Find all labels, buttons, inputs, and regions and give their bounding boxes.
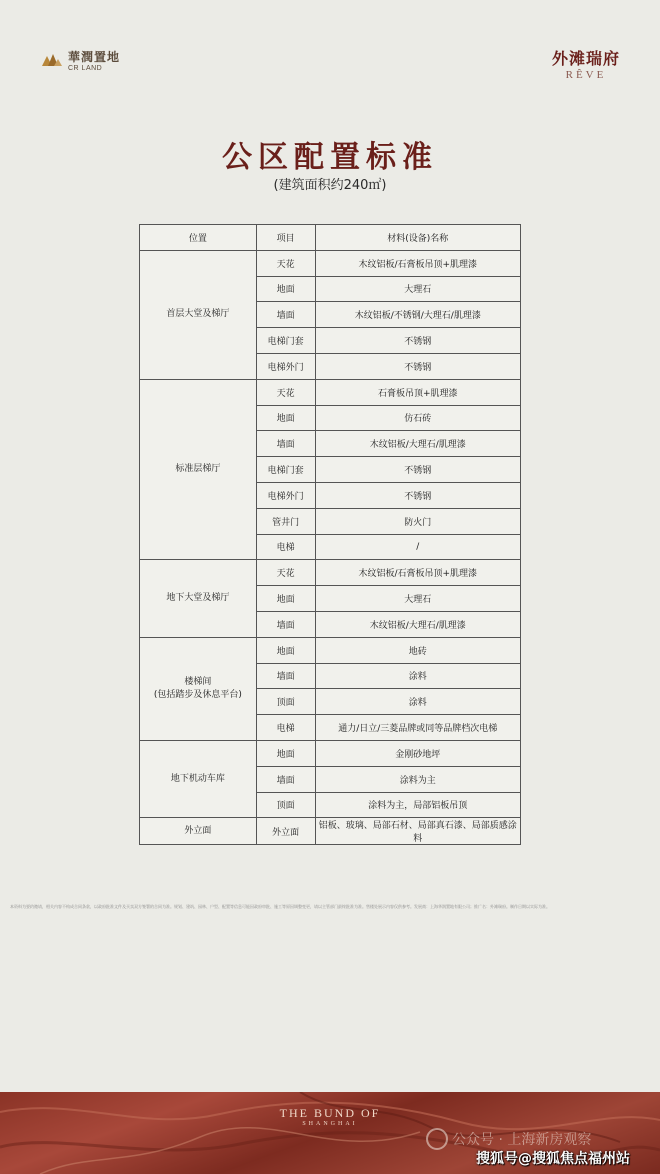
item-cell: 天花	[256, 379, 315, 405]
location-cell: 首层大堂及梯厅	[140, 250, 257, 379]
page-title: 公区配置标准	[222, 140, 438, 175]
item-cell: 地面	[256, 405, 315, 431]
material-cell: 木纹铝板/大理石/肌理漆	[315, 611, 520, 637]
location-line1: 楼梯间	[184, 677, 212, 688]
logo-left-en: CR LAND	[68, 65, 103, 72]
item-cell: 电梯外门	[256, 482, 315, 508]
footer-brand-small: SHANGHAI	[302, 1121, 358, 1127]
footer-brand-big: THE BUND OF	[279, 1106, 381, 1120]
material-cell: 金刚砂地坪	[315, 740, 520, 766]
table-row	[140, 637, 521, 663]
item-cell: 管井门	[256, 508, 315, 534]
item-cell: 地面	[256, 276, 315, 302]
material-cell: 不锈钢	[315, 328, 520, 354]
page-subtitle: (建筑面积约240㎡)	[273, 178, 387, 193]
config-table	[139, 224, 521, 845]
material-cell: /	[315, 534, 520, 560]
reve-logo	[552, 46, 620, 81]
material-cell: 涂料	[315, 689, 520, 715]
logo-right-en: RÊVE	[565, 69, 607, 81]
logo-left-cn: 華潤置地	[68, 50, 121, 64]
table-row	[140, 740, 521, 766]
item-cell: 电梯	[256, 534, 315, 560]
item-cell: 电梯外门	[256, 353, 315, 379]
material-cell: 涂料为主，局部铝板吊顶	[315, 792, 520, 818]
disclaimer-text: 本资料为要约邀请，相关内容不构成合同条款，以政府批准文件及买卖双方签署的合同为准。规划、建筑、园林、户型、配置等信息可能因政府审批、施工等原因调整变更，请以主管部门最终批准为准。售楼处展示内容仅供参考。发展商：上海华润置地有限公司；推广名：外滩瑞府。制作日期以实际为准。	[10, 904, 550, 909]
item-cell: 墙面	[256, 663, 315, 689]
logo-right-cn: 外滩瑞府	[551, 49, 620, 68]
table-row	[140, 560, 521, 586]
material-cell: 不锈钢	[315, 457, 520, 483]
item-cell: 顶面	[256, 689, 315, 715]
wechat-icon	[426, 1128, 448, 1150]
material-cell: 通力/日立/三菱品牌或同等品牌档次电梯	[315, 715, 520, 741]
table-row	[140, 379, 521, 405]
location-cell: 地下机动车库	[140, 740, 257, 817]
item-cell: 墙面	[256, 766, 315, 792]
material-cell: 不锈钢	[315, 482, 520, 508]
item-cell: 电梯门套	[256, 457, 315, 483]
item-cell: 天花	[256, 560, 315, 586]
material-cell: 涂料	[315, 663, 520, 689]
location-cell: 标准层梯厅	[140, 379, 257, 560]
item-cell: 地面	[256, 637, 315, 663]
item-cell: 外立面	[256, 818, 315, 845]
item-cell: 电梯	[256, 715, 315, 741]
location-cell	[140, 637, 257, 740]
cr-land-mark-icon	[42, 50, 62, 70]
material-cell: 不锈钢	[315, 353, 520, 379]
item-cell: 顶面	[256, 792, 315, 818]
header-location: 位置	[140, 225, 257, 251]
item-cell: 地面	[256, 740, 315, 766]
material-cell: 木纹铝板/石膏板吊顶+肌理漆	[315, 250, 520, 276]
table-row	[140, 250, 521, 276]
public-account-watermark	[426, 1128, 591, 1150]
material-cell: 地砖	[315, 637, 520, 663]
material-cell: 木纹铝板/大理石/肌理漆	[315, 431, 520, 457]
material-cell: 铝板、玻璃、局部石材、局部真石漆、局部质感涂料	[315, 818, 520, 845]
header-item: 项目	[256, 225, 315, 251]
item-cell: 墙面	[256, 302, 315, 328]
material-cell: 木纹铝板/不锈钢/大理石/肌理漆	[315, 302, 520, 328]
material-cell: 大理石	[315, 276, 520, 302]
public-account-text: 公众号 · 上海新房观察	[452, 1132, 592, 1148]
material-cell: 石膏板吊顶+肌理漆	[315, 379, 520, 405]
table-row	[140, 818, 521, 845]
item-cell: 天花	[256, 250, 315, 276]
footer-brand	[0, 1106, 660, 1127]
cr-land-logo	[42, 48, 120, 72]
table-header-row	[140, 225, 521, 251]
item-cell: 墙面	[256, 611, 315, 637]
material-cell: 大理石	[315, 586, 520, 612]
header-material: 材料(设备)名称	[315, 225, 520, 251]
location-cell: 外立面	[140, 818, 257, 845]
material-cell: 涂料为主	[315, 766, 520, 792]
item-cell: 电梯门套	[256, 328, 315, 354]
material-cell: 木纹铝板/石膏板吊顶+肌理漆	[315, 560, 520, 586]
item-cell: 墙面	[256, 431, 315, 457]
material-cell: 仿石砖	[315, 405, 520, 431]
material-cell: 防火门	[315, 508, 520, 534]
location-line2: (包括踏步及休息平台)	[153, 689, 242, 700]
location-cell: 地下大堂及梯厅	[140, 560, 257, 637]
sohu-watermark: 搜狐号@搜狐焦点福州站	[476, 1151, 630, 1167]
item-cell: 地面	[256, 586, 315, 612]
